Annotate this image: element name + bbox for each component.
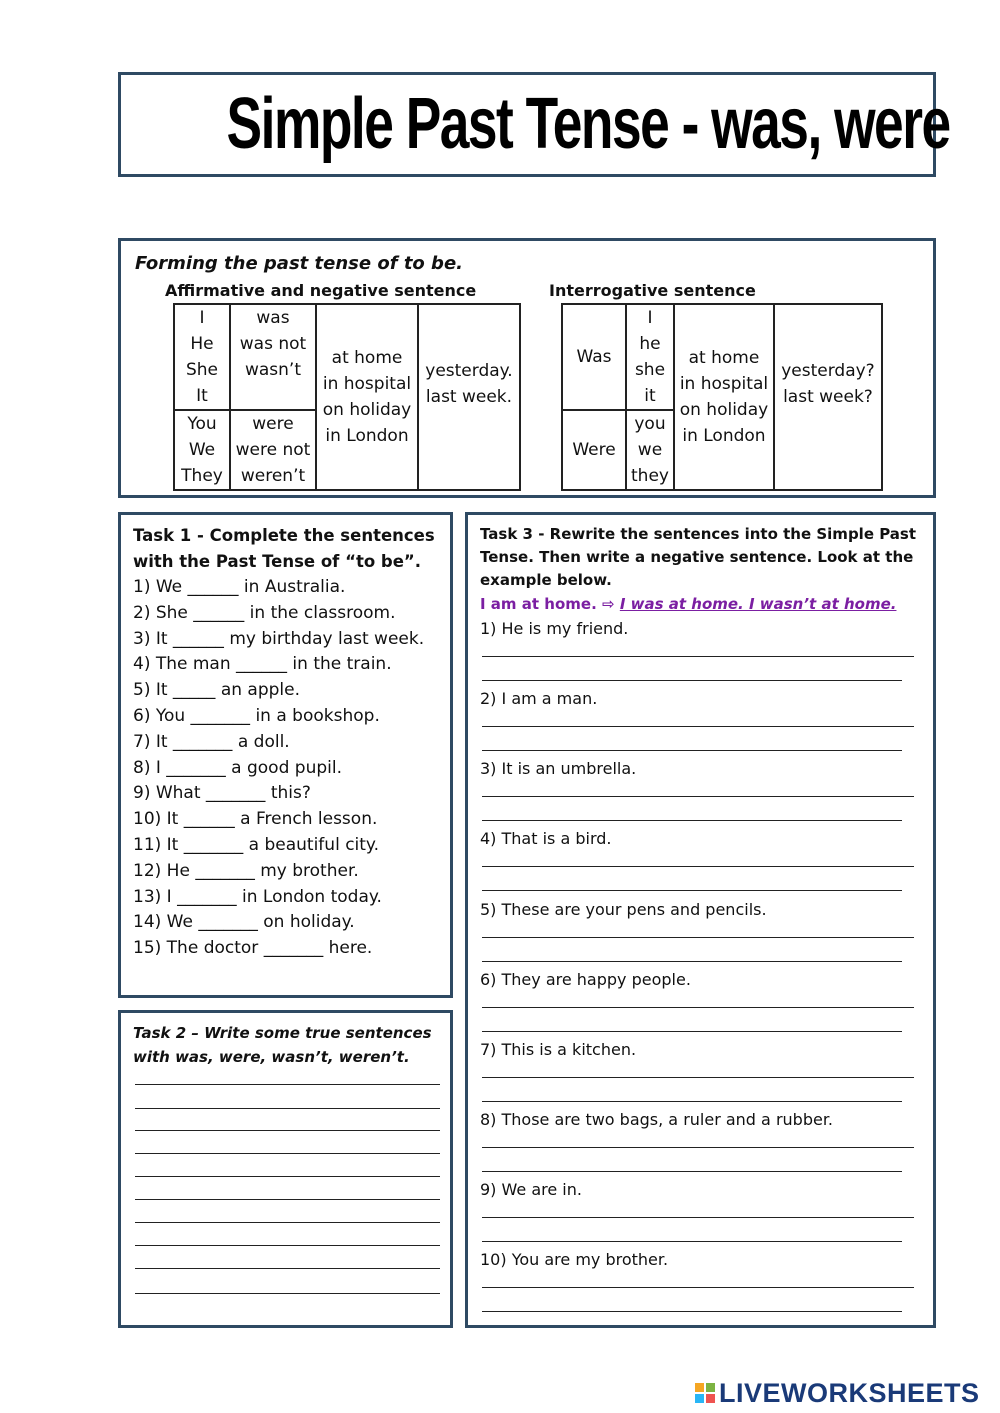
task1-item[interactable]: 10) It ______ a French lesson. <box>133 809 378 830</box>
affirmative-verbs-2: were were not weren’t <box>230 410 316 490</box>
answer-line[interactable] <box>482 937 914 938</box>
task3-item: 10) You are my brother. <box>480 1250 669 1269</box>
affirmative-places: at home in hospital on holiday in London <box>316 304 418 490</box>
grammar-heading: Forming the past tense of to be. <box>135 253 463 274</box>
writing-line[interactable] <box>135 1222 440 1223</box>
answer-line[interactable] <box>482 1007 914 1008</box>
logo-square <box>695 1394 704 1403</box>
task1-item[interactable]: 5) It _____ an apple. <box>133 680 301 701</box>
task1-title: Task 1 - Complete the sentences with the Past Tense of “to be”. <box>133 526 435 571</box>
answer-line[interactable] <box>482 961 902 962</box>
interrogative-verb-1: Was <box>562 304 626 410</box>
interrogative-subjects-1: I he she it <box>626 304 674 410</box>
task1-item[interactable]: 2) She ______ in the classroom. <box>133 602 396 623</box>
logo-square <box>706 1383 715 1392</box>
interrogative-verb-2: Were <box>562 410 626 490</box>
grammar-box <box>118 238 936 498</box>
example-answer: I was at home. I wasn’t at home. <box>619 595 897 613</box>
task1-item[interactable]: 4) The man ______ in the train. <box>133 654 392 675</box>
task1-item[interactable]: 13) I _______ in London today. <box>133 886 382 907</box>
task3-item: 5) These are your pens and pencils. <box>480 900 767 919</box>
answer-line[interactable] <box>482 1241 902 1242</box>
answer-line[interactable] <box>482 1287 914 1288</box>
answer-line[interactable] <box>482 1147 914 1148</box>
writing-line[interactable] <box>135 1245 440 1246</box>
task1-item[interactable]: 11) It _______ a beautiful city. <box>133 834 379 855</box>
task1-item[interactable]: 1) We ______ in Australia. <box>133 577 346 597</box>
answer-line[interactable] <box>482 1217 914 1218</box>
answer-line[interactable] <box>482 750 902 751</box>
task3-item: 1) He is my friend. <box>480 619 629 638</box>
task2-box <box>118 1010 453 1328</box>
writing-line[interactable] <box>135 1153 440 1154</box>
example-prompt: I am at home. ⇨ <box>480 595 615 613</box>
logo-squares-icon <box>695 1383 715 1403</box>
liveworksheets-logo[interactable] <box>695 1378 980 1408</box>
task1-item[interactable]: 9) What _______ this? <box>133 783 311 804</box>
task3-item: 9) We are in. <box>480 1180 582 1199</box>
affirmative-subjects-2: You We They <box>174 410 230 490</box>
answer-line[interactable] <box>482 890 902 891</box>
interrogative-heading: Interrogative sentence <box>549 281 756 300</box>
answer-line[interactable] <box>482 1077 914 1078</box>
writing-line[interactable] <box>135 1084 440 1085</box>
answer-line[interactable] <box>482 796 914 797</box>
writing-line[interactable] <box>135 1199 440 1200</box>
task3-item: 2) I am a man. <box>480 689 598 708</box>
task1-item[interactable]: 12) He _______ my brother. <box>133 860 359 881</box>
page-title: Simple Past Tense - was, were <box>226 84 950 164</box>
writing-line[interactable] <box>135 1176 440 1177</box>
task1-item[interactable]: 3) It ______ my birthday last week. <box>133 628 425 649</box>
task3-example <box>480 595 896 613</box>
affirmative-verbs-1: was was not wasn’t <box>230 304 316 410</box>
answer-line[interactable] <box>482 820 902 821</box>
logo-square <box>695 1383 704 1392</box>
task1-item[interactable]: 6) You _______ in a bookshop. <box>133 705 380 726</box>
task3-item: 8) Those are two bags, a ruler and a rubber. <box>480 1110 834 1129</box>
answer-line[interactable] <box>482 656 914 657</box>
task1-item[interactable]: 8) I _______ a good pupil. <box>133 757 342 778</box>
task1-box <box>118 512 453 998</box>
task1-item[interactable]: 15) The doctor _______ here. <box>133 938 373 959</box>
answer-line[interactable] <box>482 1031 902 1032</box>
writing-line[interactable] <box>135 1268 440 1269</box>
task3-title: Task 3 - Rewrite the sentences into the Simple Past Tense. Then write a negative sentence. Look at the example below. <box>480 525 917 589</box>
answer-line[interactable] <box>482 866 914 867</box>
answer-line[interactable] <box>482 726 914 727</box>
interrogative-table <box>561 303 883 491</box>
logo-text: LIVEWORKSHEETS <box>719 1377 980 1408</box>
task1-item[interactable]: 14) We _______ on holiday. <box>133 912 355 933</box>
task2-title: Task 2 – Write some true sentences with was, were, wasn’t, weren’t. <box>133 1024 432 1066</box>
writing-line[interactable] <box>135 1130 440 1131</box>
task3-item: 4) That is a bird. <box>480 829 612 848</box>
answer-line[interactable] <box>482 1101 902 1102</box>
logo-square <box>706 1394 715 1403</box>
interrogative-times: yesterday? last week? <box>774 304 882 490</box>
answer-line[interactable] <box>482 680 902 681</box>
task3-item: 3) It is an umbrella. <box>480 759 637 778</box>
writing-line[interactable] <box>135 1293 440 1294</box>
interrogative-places: at home in hospital on holiday in London <box>674 304 774 490</box>
task1-list <box>133 575 457 962</box>
task3-item: 7) This is a kitchen. <box>480 1040 637 1059</box>
affirmative-times: yesterday. last week. <box>418 304 520 490</box>
affirmative-heading: Affirmative and negative sentence <box>165 281 477 300</box>
writing-line[interactable] <box>135 1108 440 1109</box>
title-box <box>118 72 950 177</box>
task1-item[interactable]: 7) It _______ a doll. <box>133 731 290 752</box>
answer-line[interactable] <box>482 1171 902 1172</box>
interrogative-subjects-2: you we they <box>626 410 674 490</box>
answer-line[interactable] <box>482 1311 902 1312</box>
affirmative-table <box>173 303 521 491</box>
task3-item: 6) They are happy people. <box>480 970 691 989</box>
task3-box <box>465 512 936 1328</box>
affirmative-subjects-1: I He She It <box>174 304 230 410</box>
